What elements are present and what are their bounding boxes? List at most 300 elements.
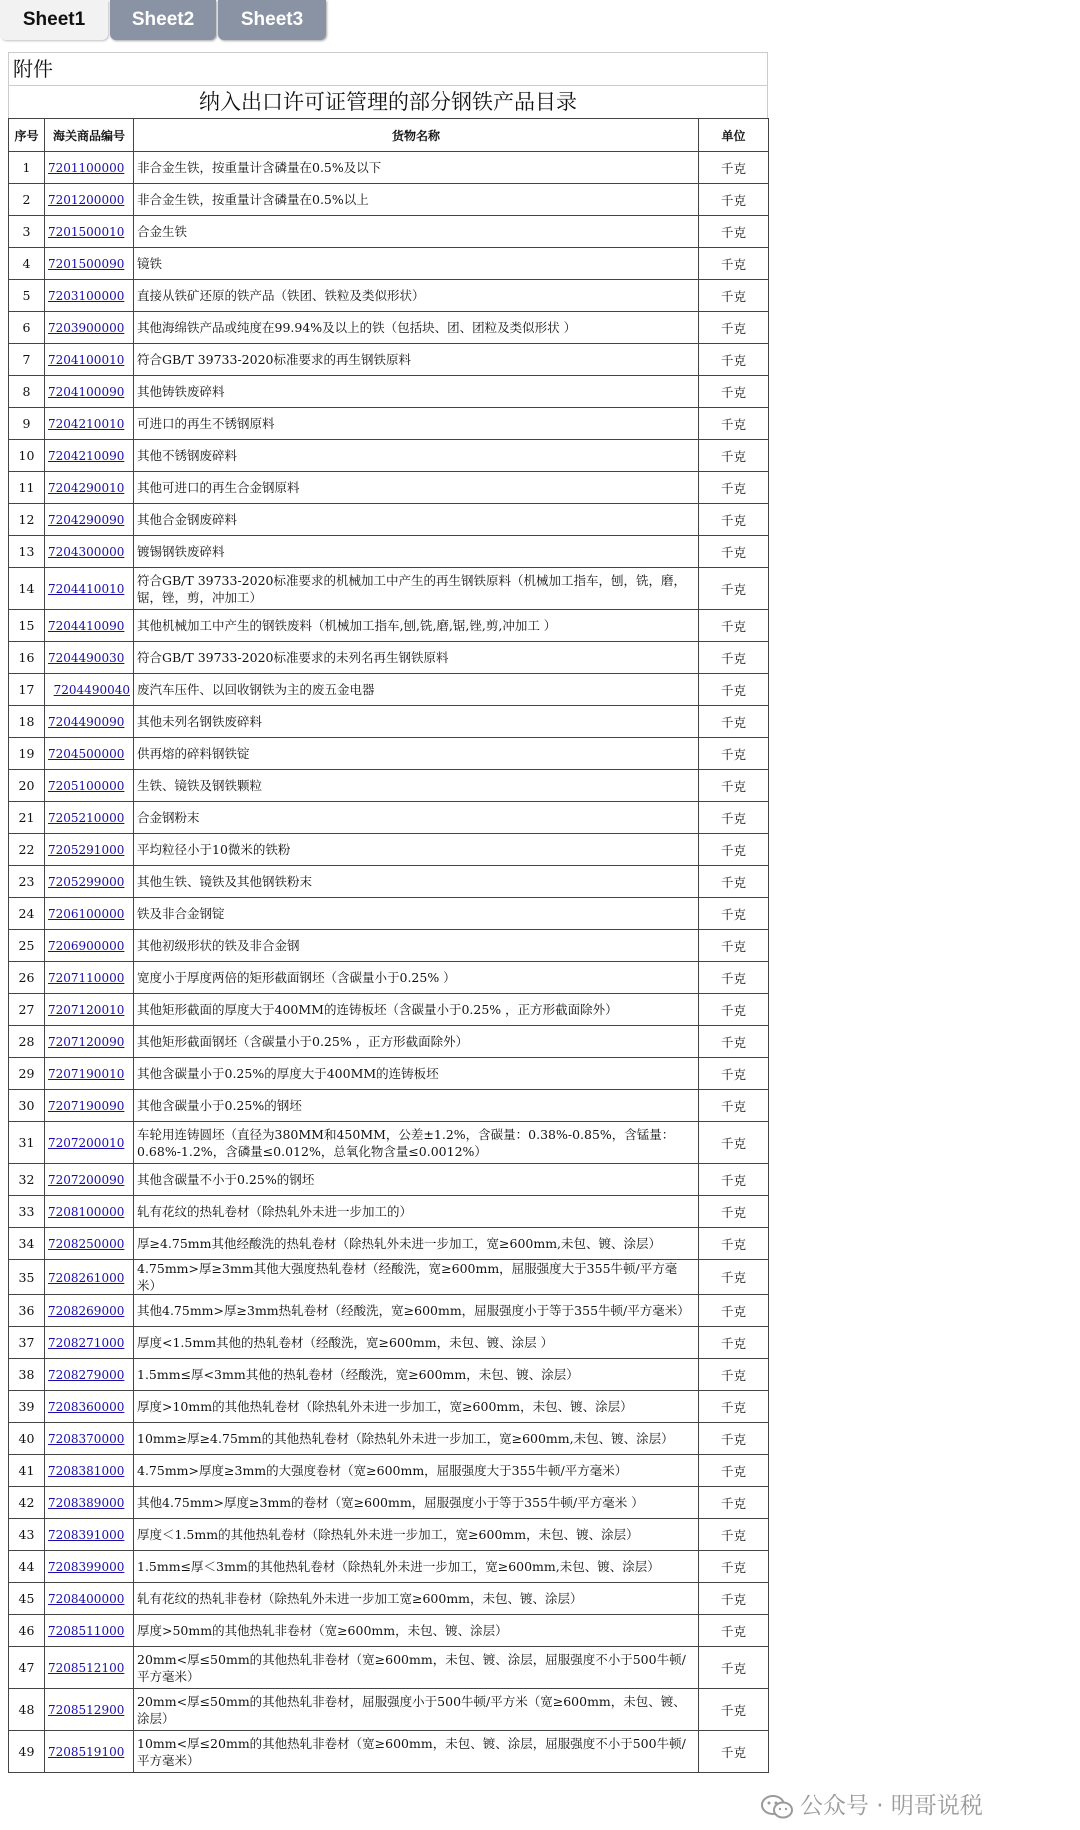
table-row xyxy=(9,280,769,312)
row-seq: 43 xyxy=(9,1519,45,1551)
watermark xyxy=(760,1788,1060,1824)
row-seq: 36 xyxy=(9,1295,45,1327)
row-unit: 千克 xyxy=(699,610,769,642)
table-row xyxy=(9,216,769,248)
row-name: 其他生铁、镜铁及其他钢铁粉末 xyxy=(134,866,699,898)
row-name: 符合GB/T 39733-2020标准要求的再生钢铁原料 xyxy=(134,344,699,376)
row-code xyxy=(45,1615,134,1647)
row-code xyxy=(45,1583,134,1615)
hs-code-link[interactable]: 7208512100 xyxy=(48,1661,125,1675)
row-unit: 千克 xyxy=(699,248,769,280)
row-seq: 8 xyxy=(9,376,45,408)
hs-code-link[interactable]: 7201100000 xyxy=(48,161,125,175)
row-name: 10mm≥厚≥4.75mm的其他热轧卷材（除热轧外未进一步加工，宽≥600mm,未包、镀、涂层） xyxy=(134,1423,699,1455)
hs-code-link[interactable]: 7207200090 xyxy=(48,1173,125,1187)
table-row xyxy=(9,1260,769,1295)
hs-code-link[interactable]: 7207110000 xyxy=(48,971,125,985)
header-seq: 序号 xyxy=(9,119,45,152)
hs-code-link[interactable]: 7207200010 xyxy=(48,1136,125,1150)
row-name: 厚度>50mm的其他热轧非卷材（宽≥600mm，未包、镀、涂层） xyxy=(134,1615,699,1647)
row-code xyxy=(45,184,134,216)
row-unit: 千克 xyxy=(699,1391,769,1423)
row-code xyxy=(45,1295,134,1327)
row-unit: 千克 xyxy=(699,738,769,770)
row-unit: 千克 xyxy=(699,504,769,536)
row-code xyxy=(45,738,134,770)
row-seq: 22 xyxy=(9,834,45,866)
row-seq: 31 xyxy=(9,1122,45,1164)
hs-code-link[interactable]: 7208261000 xyxy=(48,1270,125,1285)
row-code xyxy=(45,834,134,866)
table-row xyxy=(9,1026,769,1058)
row-name: 轧有花纹的热轧非卷材（除热轧外未进一步加工宽≥600mm，未包、镀、涂层） xyxy=(134,1583,699,1615)
hs-code-link[interactable]: 7204490090 xyxy=(48,715,125,729)
hs-code-link[interactable]: 7204290090 xyxy=(48,513,125,527)
row-name: 厚度>10mm的其他热轧卷材（除热轧外未进一步加工，宽≥600mm，未包、镀、涂层） xyxy=(134,1391,699,1423)
row-unit: 千克 xyxy=(699,1551,769,1583)
row-unit: 千克 xyxy=(699,1090,769,1122)
row-name: 其他未列名钢铁废碎料 xyxy=(134,706,699,738)
table-row xyxy=(9,1058,769,1090)
hs-code-link[interactable]: 7204210010 xyxy=(48,417,125,431)
hs-code-link[interactable]: 7207190010 xyxy=(48,1067,125,1081)
row-unit: 千克 xyxy=(699,344,769,376)
hs-code-link[interactable]: 7204500000 xyxy=(48,747,125,761)
hs-code-link[interactable]: 7201200000 xyxy=(48,193,125,207)
row-code xyxy=(45,568,134,610)
table-row xyxy=(9,1731,769,1773)
row-seq: 2 xyxy=(9,184,45,216)
hs-code-link[interactable]: 7208100000 xyxy=(48,1205,125,1219)
row-code xyxy=(45,440,134,472)
row-name: 其他4.75mm>厚度≥3mm的卷材（宽≥600mm，屈服强度小于等于355牛顿/平方毫米 ） xyxy=(134,1487,699,1519)
row-name: 符合GB/T 39733-2020标准要求的机械加工中产生的再生钢铁原料（机械加工指车，刨，铣，磨，锯，锉，剪，冲加工） xyxy=(134,568,699,610)
table-row xyxy=(9,1164,769,1196)
row-code xyxy=(45,1689,134,1731)
hs-code-link[interactable]: 7204410010 xyxy=(48,582,125,596)
row-unit: 千克 xyxy=(699,770,769,802)
row-code xyxy=(45,376,134,408)
row-seq: 44 xyxy=(9,1551,45,1583)
table-header-row xyxy=(9,119,769,152)
hs-code-link[interactable]: 7208250000 xyxy=(48,1237,125,1251)
row-seq: 25 xyxy=(9,930,45,962)
row-name: 厚度＜1.5mm的其他热轧卷材（除热轧外未进一步加工，宽≥600mm，未包、镀、涂层） xyxy=(134,1519,699,1551)
tab-sheet2[interactable]: Sheet2 xyxy=(110,0,216,40)
row-unit: 千克 xyxy=(699,1026,769,1058)
hs-code-link[interactable]: 7204300000 xyxy=(48,545,125,559)
row-seq: 20 xyxy=(9,770,45,802)
row-code xyxy=(45,1455,134,1487)
row-seq: 12 xyxy=(9,504,45,536)
row-code xyxy=(45,1122,134,1164)
row-seq: 42 xyxy=(9,1487,45,1519)
row-code xyxy=(45,344,134,376)
table-row xyxy=(9,674,769,706)
row-unit: 千克 xyxy=(699,1164,769,1196)
row-seq: 16 xyxy=(9,642,45,674)
row-name: 其他机械加工中产生的钢铁废料（机械加工指车,刨,铣,磨,锯,锉,剪,冲加工 ） xyxy=(134,610,699,642)
row-seq: 45 xyxy=(9,1583,45,1615)
row-name: 厚度<1.5mm其他的热轧卷材（经酸洗，宽≥600mm，未包、镀、涂层 ） xyxy=(134,1327,699,1359)
row-name: 其他海绵铁产品或纯度在99.94%及以上的铁（包括块、团、团粒及类似形状 ） xyxy=(134,312,699,344)
row-name: 镜铁 xyxy=(134,248,699,280)
table-row xyxy=(9,802,769,834)
row-code xyxy=(45,472,134,504)
header-unit: 单位 xyxy=(699,119,769,152)
row-unit: 千克 xyxy=(699,642,769,674)
hs-code-link[interactable]: 7204100010 xyxy=(48,353,125,367)
attachment-label: 附件 xyxy=(8,52,768,85)
row-seq: 15 xyxy=(9,610,45,642)
hs-code-link[interactable]: 7208370000 xyxy=(48,1432,125,1446)
row-name: 符合GB/T 39733-2020标准要求的未列名再生钢铁原料 xyxy=(134,642,699,674)
row-unit: 千克 xyxy=(699,1647,769,1689)
row-seq: 27 xyxy=(9,994,45,1026)
row-unit: 千克 xyxy=(699,1519,769,1551)
hs-code-link[interactable]: 7207120010 xyxy=(48,1003,125,1017)
table-row xyxy=(9,152,769,184)
row-seq: 41 xyxy=(9,1455,45,1487)
row-code xyxy=(45,1196,134,1228)
row-unit: 千克 xyxy=(699,1359,769,1391)
hs-code-link[interactable]: 7207120090 xyxy=(48,1035,125,1049)
row-name: 其他含碳量小于0.25%的厚度大于400MM的连铸板坯 xyxy=(134,1058,699,1090)
row-name: 10mm<厚≤20mm的其他热轧非卷材（宽≥600mm，未包、镀、涂层，屈服强度不小于500牛顿/平方毫米） xyxy=(134,1731,699,1773)
row-seq: 1 xyxy=(9,152,45,184)
hs-code-link[interactable]: 7208512900 xyxy=(48,1703,125,1717)
table-row xyxy=(9,536,769,568)
row-name: 供再熔的碎料钢铁锭 xyxy=(134,738,699,770)
row-code xyxy=(45,504,134,536)
row-code xyxy=(45,1359,134,1391)
row-unit: 千克 xyxy=(699,930,769,962)
row-unit: 千克 xyxy=(699,440,769,472)
table-row xyxy=(9,1615,769,1647)
row-unit: 千克 xyxy=(699,536,769,568)
hs-code-link[interactable]: 7208269000 xyxy=(48,1304,125,1318)
hs-code-link[interactable]: 7208271000 xyxy=(48,1336,125,1350)
hs-code-link[interactable]: 7205299000 xyxy=(48,875,125,889)
table-row xyxy=(9,504,769,536)
sheet-tabs xyxy=(0,0,1080,42)
row-code xyxy=(45,1423,134,1455)
hs-code-link[interactable]: 7201500090 xyxy=(48,257,125,271)
table-row xyxy=(9,994,769,1026)
row-name: 其他矩形截面的厚度大于400MM的连铸板坯（含碳量小于0.25% ，正方形截面除外） xyxy=(134,994,699,1026)
row-unit: 千克 xyxy=(699,1487,769,1519)
row-unit: 千克 xyxy=(699,376,769,408)
row-code xyxy=(45,898,134,930)
hs-code-link[interactable]: 7207190090 xyxy=(48,1099,125,1113)
row-name: 1.5mm≤厚＜3mm的其他热轧卷材（除热轧外未进一步加工，宽≥600mm,未包、镀、涂层） xyxy=(134,1551,699,1583)
row-code xyxy=(45,1327,134,1359)
row-name: 可进口的再生不锈钢原料 xyxy=(134,408,699,440)
hs-code-link[interactable]: 7201500010 xyxy=(48,225,125,239)
hs-code-link[interactable]: 7203100000 xyxy=(48,289,125,303)
table-row xyxy=(9,1327,769,1359)
row-unit: 千克 xyxy=(699,1295,769,1327)
row-code xyxy=(45,706,134,738)
row-code xyxy=(45,642,134,674)
row-code xyxy=(45,1391,134,1423)
row-unit: 千克 xyxy=(699,1196,769,1228)
row-seq: 4 xyxy=(9,248,45,280)
tab-sheet3[interactable]: Sheet3 xyxy=(218,0,326,40)
table-row xyxy=(9,248,769,280)
row-code xyxy=(45,1026,134,1058)
row-code xyxy=(45,1647,134,1689)
header-code: 海关商品编号 xyxy=(45,119,134,152)
row-seq: 49 xyxy=(9,1731,45,1773)
table-row xyxy=(9,866,769,898)
row-name: 铁及非合金钢锭 xyxy=(134,898,699,930)
row-name: 其他含碳量小于0.25%的钢坯 xyxy=(134,1090,699,1122)
row-seq: 33 xyxy=(9,1196,45,1228)
hs-code-link[interactable]: 7208279000 xyxy=(48,1368,125,1382)
row-code xyxy=(45,610,134,642)
row-name: 其他不锈钢废碎料 xyxy=(134,440,699,472)
row-name: 合金生铁 xyxy=(134,216,699,248)
row-seq: 34 xyxy=(9,1228,45,1260)
row-name: 废汽车压件、以回收钢铁为主的废五金电器 xyxy=(134,674,699,706)
hs-code-link[interactable]: 7208381000 xyxy=(48,1464,125,1478)
row-name: 其他铸铁废碎料 xyxy=(134,376,699,408)
row-name: 镀锡钢铁废碎料 xyxy=(134,536,699,568)
watermark-text: 公众号 · 明哥说税 xyxy=(800,1793,983,1819)
table-row xyxy=(9,1689,769,1731)
row-seq: 3 xyxy=(9,216,45,248)
table-row xyxy=(9,1583,769,1615)
row-seq: 13 xyxy=(9,536,45,568)
hs-code-link[interactable]: 7204290010 xyxy=(48,481,125,495)
table-row xyxy=(9,1455,769,1487)
row-unit: 千克 xyxy=(699,866,769,898)
row-seq: 26 xyxy=(9,962,45,994)
hs-code-link[interactable]: 7204210090 xyxy=(48,449,125,463)
row-code xyxy=(45,248,134,280)
hs-code-link[interactable]: 7205100000 xyxy=(48,779,125,793)
row-seq: 5 xyxy=(9,280,45,312)
row-unit: 千克 xyxy=(699,1122,769,1164)
hs-code-link[interactable]: 7206100000 xyxy=(48,907,125,921)
table-row xyxy=(9,1423,769,1455)
row-seq: 24 xyxy=(9,898,45,930)
row-unit: 千克 xyxy=(699,312,769,344)
page-title: 纳入出口许可证管理的部分钢铁产品目录 xyxy=(8,85,768,118)
table-row xyxy=(9,930,769,962)
row-unit: 千克 xyxy=(699,1689,769,1731)
row-unit: 千克 xyxy=(699,472,769,504)
row-code xyxy=(45,674,134,706)
hs-code-link[interactable]: 7204490040 xyxy=(53,683,130,697)
row-code xyxy=(45,1228,134,1260)
row-unit: 千克 xyxy=(699,568,769,610)
row-unit: 千克 xyxy=(699,898,769,930)
hs-code-link[interactable]: 7208511000 xyxy=(48,1624,125,1638)
table-row xyxy=(9,706,769,738)
row-code xyxy=(45,994,134,1026)
row-seq: 39 xyxy=(9,1391,45,1423)
table-row xyxy=(9,962,769,994)
wechat-icon xyxy=(760,1794,794,1820)
row-name: 轧有花纹的热轧卷材（除热轧外未进一步加工的） xyxy=(134,1196,699,1228)
row-code xyxy=(45,1164,134,1196)
row-name: 4.75mm>厚≥3mm其他大强度热轧卷材（经酸洗，宽≥600mm，屈服强度大于355牛顿/平方毫米） xyxy=(134,1260,699,1295)
table-row xyxy=(9,184,769,216)
row-name: 生铁、镜铁及钢铁颗粒 xyxy=(134,770,699,802)
row-code xyxy=(45,962,134,994)
table-row xyxy=(9,738,769,770)
row-name: 其他含碳量不小于0.25%的钢坯 xyxy=(134,1164,699,1196)
row-name: 20mm<厚≤50mm的其他热轧非卷材，屈服强度小于500牛顿/平方米（宽≥600mm，未包、镀、涂层） xyxy=(134,1689,699,1731)
row-name: 其他可进口的再生合金钢原料 xyxy=(134,472,699,504)
row-seq: 23 xyxy=(9,866,45,898)
row-name: 车轮用连铸圆坯（直径为380MM和450MM，公差±1.2%，含碳量：0.38%-0.85%，含锰量：0.68%-1.2%，含磷量≤0.012%，总氧化物含量≤0.0012%） xyxy=(134,1122,699,1164)
row-unit: 千克 xyxy=(699,1260,769,1295)
row-name: 其他初级形状的铁及非合金钢 xyxy=(134,930,699,962)
row-unit: 千克 xyxy=(699,184,769,216)
hs-code-link[interactable]: 7204410090 xyxy=(48,619,125,633)
row-unit: 千克 xyxy=(699,408,769,440)
header-name: 货物名称 xyxy=(134,119,699,152)
row-code xyxy=(45,802,134,834)
table-row xyxy=(9,1519,769,1551)
hs-code-link[interactable]: 7204100090 xyxy=(48,385,125,399)
table-row xyxy=(9,834,769,866)
row-code xyxy=(45,930,134,962)
tab-sheet1[interactable]: Sheet1 xyxy=(0,0,108,40)
row-seq: 37 xyxy=(9,1327,45,1359)
table-row xyxy=(9,610,769,642)
row-name: 合金钢粉末 xyxy=(134,802,699,834)
row-unit: 千克 xyxy=(699,1058,769,1090)
table-row xyxy=(9,472,769,504)
table-row xyxy=(9,568,769,610)
product-table xyxy=(8,118,769,1773)
row-seq: 14 xyxy=(9,568,45,610)
hs-code-link[interactable]: 7208519100 xyxy=(48,1745,125,1759)
row-seq: 10 xyxy=(9,440,45,472)
hs-code-link[interactable]: 7203900000 xyxy=(48,321,125,335)
row-code xyxy=(45,1058,134,1090)
hs-code-link[interactable]: 7208400000 xyxy=(48,1592,125,1606)
hs-code-link[interactable]: 7208391000 xyxy=(48,1528,125,1542)
row-code xyxy=(45,1519,134,1551)
table-row xyxy=(9,1391,769,1423)
row-seq: 18 xyxy=(9,706,45,738)
row-name: 厚≥4.75mm其他经酸洗的热轧卷材（除热轧外未进一步加工，宽≥600mm,未包、镀、涂层） xyxy=(134,1228,699,1260)
row-unit: 千克 xyxy=(699,1583,769,1615)
row-seq: 7 xyxy=(9,344,45,376)
row-unit: 千克 xyxy=(699,834,769,866)
row-seq: 6 xyxy=(9,312,45,344)
table-row xyxy=(9,1228,769,1260)
row-code xyxy=(45,536,134,568)
row-unit: 千克 xyxy=(699,216,769,248)
row-name: 宽度小于厚度两倍的矩形截面钢坯（含碳量小于0.25% ） xyxy=(134,962,699,994)
table-row xyxy=(9,1295,769,1327)
table-row xyxy=(9,1487,769,1519)
row-code xyxy=(45,770,134,802)
hs-code-link[interactable]: 7208399000 xyxy=(48,1560,125,1574)
row-unit: 千克 xyxy=(699,1615,769,1647)
row-unit: 千克 xyxy=(699,1327,769,1359)
row-unit: 千克 xyxy=(699,962,769,994)
row-seq: 29 xyxy=(9,1058,45,1090)
row-seq: 21 xyxy=(9,802,45,834)
row-unit: 千克 xyxy=(699,152,769,184)
row-unit: 千克 xyxy=(699,1423,769,1455)
row-unit: 千克 xyxy=(699,1731,769,1773)
row-seq: 30 xyxy=(9,1090,45,1122)
row-code xyxy=(45,216,134,248)
row-code xyxy=(45,312,134,344)
row-seq: 46 xyxy=(9,1615,45,1647)
row-unit: 千克 xyxy=(699,1228,769,1260)
row-seq: 17 xyxy=(9,674,45,706)
hs-code-link[interactable]: 7208360000 xyxy=(48,1400,125,1414)
row-seq: 40 xyxy=(9,1423,45,1455)
row-name: 直接从铁矿还原的铁产品（铁团、铁粒及类似形状） xyxy=(134,280,699,312)
row-name: 1.5mm≤厚<3mm其他的热轧卷材（经酸洗，宽≥600mm，未包、镀、涂层） xyxy=(134,1359,699,1391)
table-row xyxy=(9,312,769,344)
row-code xyxy=(45,152,134,184)
row-seq: 19 xyxy=(9,738,45,770)
table-row xyxy=(9,1647,769,1689)
row-code xyxy=(45,408,134,440)
row-seq: 38 xyxy=(9,1359,45,1391)
row-code xyxy=(45,866,134,898)
hs-code-link[interactable]: 7205291000 xyxy=(48,843,125,857)
row-seq: 35 xyxy=(9,1260,45,1295)
table-row xyxy=(9,1090,769,1122)
row-name: 其他4.75mm>厚≥3mm热轧卷材（经酸洗，宽≥600mm，屈服强度小于等于355牛顿/平方毫米） xyxy=(134,1295,699,1327)
row-code xyxy=(45,1260,134,1295)
table-row xyxy=(9,770,769,802)
row-seq: 48 xyxy=(9,1689,45,1731)
hs-code-link[interactable]: 7205210000 xyxy=(48,811,125,825)
row-name: 非合金生铁，按重量计含磷量在0.5%以上 xyxy=(134,184,699,216)
row-unit: 千克 xyxy=(699,1455,769,1487)
row-name: 20mm<厚≤50mm的其他热轧非卷材（宽≥600mm，未包、镀、涂层，屈服强度不小于500牛顿/平方毫米） xyxy=(134,1647,699,1689)
row-unit: 千克 xyxy=(699,994,769,1026)
spreadsheet xyxy=(8,52,768,1773)
table-row xyxy=(9,1359,769,1391)
row-seq: 32 xyxy=(9,1164,45,1196)
table-row xyxy=(9,1551,769,1583)
table-row xyxy=(9,344,769,376)
row-code xyxy=(45,280,134,312)
row-name: 4.75mm>厚度≥3mm的大强度卷材（宽≥600mm，屈服强度大于355牛顿/平方毫米） xyxy=(134,1455,699,1487)
row-unit: 千克 xyxy=(699,280,769,312)
row-unit: 千克 xyxy=(699,802,769,834)
table-row xyxy=(9,376,769,408)
table-row xyxy=(9,440,769,472)
row-name: 平均粒径小于10微米的铁粉 xyxy=(134,834,699,866)
hs-code-link[interactable]: 7208389000 xyxy=(48,1496,125,1510)
hs-code-link[interactable]: 7204490030 xyxy=(48,651,125,665)
hs-code-link[interactable]: 7206900000 xyxy=(48,939,125,953)
row-unit: 千克 xyxy=(699,674,769,706)
row-seq: 47 xyxy=(9,1647,45,1689)
row-name: 其他合金钢废碎料 xyxy=(134,504,699,536)
row-name: 非合金生铁，按重量计含磷量在0.5%及以下 xyxy=(134,152,699,184)
table-row xyxy=(9,1196,769,1228)
table-row xyxy=(9,408,769,440)
row-code xyxy=(45,1731,134,1773)
row-code xyxy=(45,1487,134,1519)
